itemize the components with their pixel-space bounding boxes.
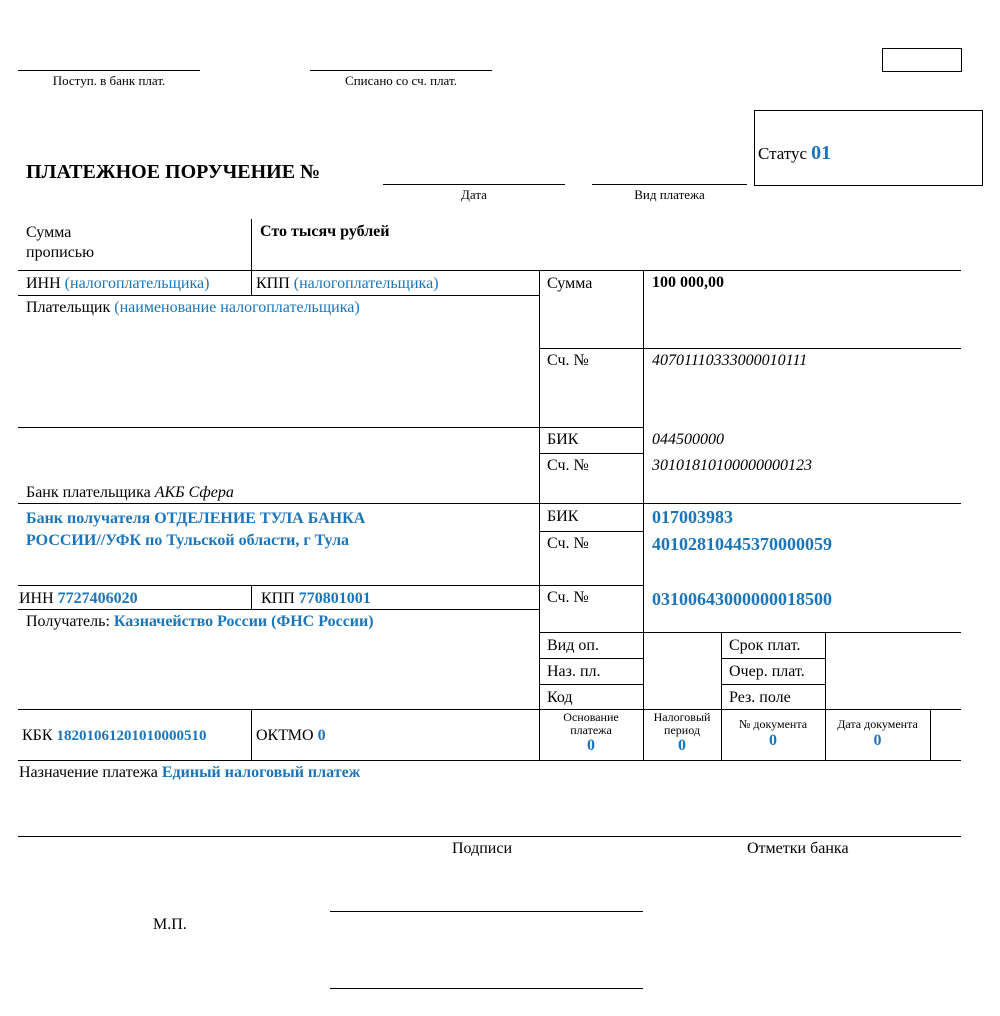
basis-value: 0	[587, 737, 595, 754]
amount-words-label-line2: прописью	[26, 244, 95, 261]
oktmo	[256, 727, 326, 745]
payer-amount-value: 100 000,00	[652, 274, 724, 291]
payee-account-label: Сч. №	[547, 589, 589, 606]
bank-received-label: Поступ. в банк плат.	[52, 73, 166, 88]
kbk-value: 18201061201010000510	[56, 728, 207, 744]
line-tax	[18, 709, 961, 710]
purpose-value: Единый налоговый платеж	[161, 764, 361, 781]
payee-bank-account-label: Сч. №	[547, 535, 589, 552]
payment-type-label: Вид платежа	[634, 187, 705, 202]
amount-words-label	[26, 223, 94, 263]
debited-label: Списано со сч. плат.	[345, 73, 457, 88]
payee-bank	[26, 508, 365, 552]
order-label: Очер. плат.	[729, 663, 805, 680]
payment-purpose	[19, 764, 360, 782]
signature-line-1	[330, 911, 643, 912]
payer-inn-hint: (налогоплательщика)	[64, 275, 210, 292]
line-under-payee-inn	[18, 609, 539, 610]
payer-kpp-hint: (налогоплательщика)	[293, 275, 439, 292]
payer-bank-account-value: 30101810100000000123	[652, 457, 812, 474]
doc-number-field	[721, 718, 825, 751]
stamp-label: М.П.	[153, 916, 187, 933]
date-line	[383, 184, 565, 185]
payer-kpp	[256, 275, 439, 293]
op-type-label: Вид оп.	[547, 637, 599, 654]
payee-kpp-value: 770801001	[298, 590, 371, 607]
doc-date-field	[825, 718, 930, 751]
debited-line	[310, 70, 492, 71]
basis-field	[539, 711, 643, 755]
status	[758, 142, 831, 165]
doc-date-label: Дата документа	[837, 717, 918, 731]
line-codes-row3	[539, 684, 643, 685]
payee-account-value: 03100643000000018500	[652, 589, 832, 609]
payee-inn-value: 7727406020	[57, 590, 138, 607]
payee-kpp-label: КПП	[261, 590, 295, 607]
payer-bank-bik-label: БИК	[547, 431, 579, 448]
payer-name-hint: (наименование налогоплательщика)	[114, 299, 360, 316]
line-codes-row2	[539, 658, 643, 659]
payee-bank-line1	[26, 508, 365, 530]
signatures-label: Подписи	[452, 840, 513, 857]
column-right-divider	[643, 270, 644, 761]
kbk-oktmo-divider	[251, 709, 252, 761]
payee-bank-bik-value: 017003983	[652, 507, 733, 527]
payee-name-value: Казначейство России (ФНС России)	[113, 613, 374, 630]
purpose-label: Назначение платежа	[19, 764, 158, 781]
line-codes-row3-right	[721, 684, 825, 685]
oktmo-value: 0	[317, 727, 326, 744]
payee-bank-bik-label: БИК	[547, 508, 579, 525]
line-row-inn	[18, 270, 961, 271]
form-number-box	[882, 48, 962, 72]
payer-amount-label: Сумма	[547, 275, 593, 292]
amount-words-label-line1: Сумма	[26, 224, 72, 241]
payer-name-label: Плательщик	[26, 299, 111, 316]
period-field	[643, 711, 721, 755]
line-payer-bik	[539, 453, 643, 454]
tax-divider-last	[930, 709, 931, 761]
payee-name	[26, 613, 374, 631]
payer-kpp-label: КПП	[256, 275, 290, 292]
line-payer-account	[539, 348, 961, 349]
line-purpose	[18, 760, 961, 761]
period-label-line1: Налоговый	[653, 710, 711, 724]
payer-inn	[26, 275, 209, 293]
line-bottom	[18, 836, 961, 837]
line-payee-bik	[539, 531, 643, 532]
column-left-divider	[539, 270, 540, 761]
payment-type-line	[592, 184, 747, 185]
payer-account-value: 40701110333000010111	[652, 352, 808, 369]
date-label: Дата	[461, 187, 487, 202]
oktmo-label: ОКТМО	[256, 727, 314, 744]
basis-label-line1: Основание	[563, 710, 619, 724]
signature-line-2	[330, 988, 643, 989]
payee-bank-label: Банк получателя	[26, 510, 151, 527]
code-label: Код	[547, 689, 573, 706]
amount-words-value: Сто тысяч рублей	[260, 223, 390, 240]
line-under-inn	[18, 295, 539, 296]
bank-marks-label: Отметки банка	[747, 840, 849, 857]
kbk	[22, 727, 207, 745]
payer-bank-name: АКБ Сфера	[154, 484, 234, 501]
doc-number-label: № документа	[738, 717, 808, 731]
reserve-label: Рез. поле	[729, 689, 791, 706]
line-payee-inn	[18, 585, 643, 586]
basis-label-line2: платежа	[570, 723, 612, 737]
period-value: 0	[678, 737, 686, 754]
payer-inn-label: ИНН	[26, 275, 61, 292]
payer-account-label: Сч. №	[547, 352, 589, 369]
bank-received-line	[18, 70, 200, 71]
payer-bank	[26, 484, 234, 502]
payee-bank-name-line1: ОТДЕЛЕНИЕ ТУЛА БАНКА	[154, 510, 366, 527]
payer-bank-account-label: Сч. №	[547, 457, 589, 474]
line-codes-row2-right	[721, 658, 825, 659]
purpose-type-label: Наз. пл.	[547, 663, 601, 680]
term-label: Срок плат.	[729, 637, 801, 654]
payer-bank-label: Банк плательщика	[26, 484, 151, 501]
payee-inn-kpp-divider	[251, 585, 252, 609]
payee-name-label: Получатель:	[26, 613, 110, 630]
document-title: ПЛАТЕЖНОЕ ПОРУЧЕНИЕ №	[26, 161, 321, 183]
line-codes	[539, 632, 961, 633]
line-payer-bank	[18, 427, 643, 428]
doc-date-value: 0	[873, 732, 882, 749]
payer-name	[26, 299, 360, 317]
line-payee-bank	[18, 503, 961, 504]
amount-words-divider	[251, 219, 252, 271]
doc-number-value: 0	[769, 732, 777, 749]
period-label-line2: период	[664, 723, 700, 737]
kbk-label: КБК	[22, 727, 53, 744]
payee-bank-name-line2: РОССИИ//УФК по Тульской области, г Тула	[26, 532, 350, 549]
payee-inn	[19, 590, 138, 608]
payee-bank-account-value: 40102810445370000059	[652, 534, 832, 554]
status-value: 01	[811, 142, 832, 164]
payee-kpp	[261, 590, 371, 608]
payer-bank-bik-value: 044500000	[652, 431, 724, 448]
status-label: Статус	[758, 144, 808, 163]
payer-inn-kpp-divider	[251, 270, 252, 295]
payee-inn-label: ИНН	[19, 590, 54, 607]
